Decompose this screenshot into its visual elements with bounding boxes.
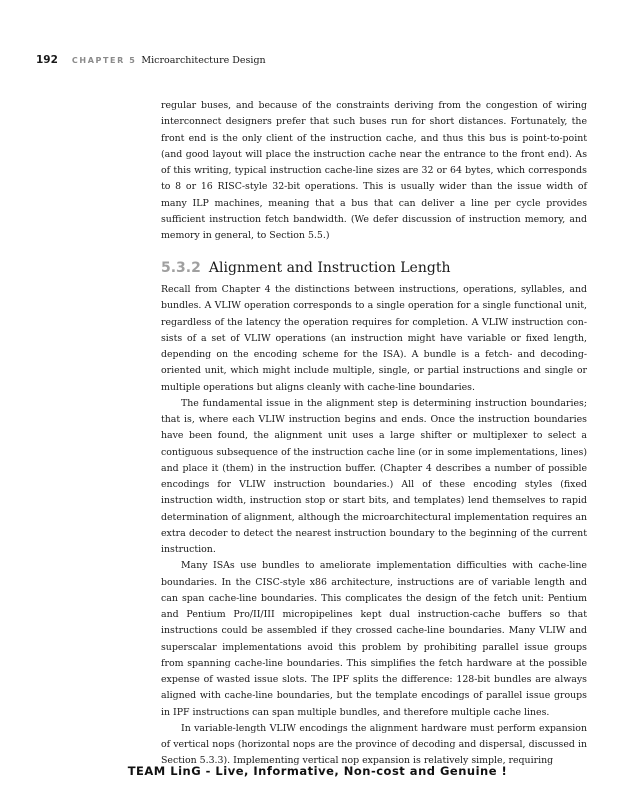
chapter-title: Microarchitecture Design bbox=[141, 55, 266, 66]
intro-paragraph: regular buses, and because of the constraints deriving from the congestion of wiring interconnect designers prefer that such buses run for short distances. Fortunately, the front end is the only client of the instruction cache, and thus this bus is point-to-point (and good layout will place the instruction cache near the entrance to the front end). As of this writing, typical instruction cache-line sizes are 32 or 64 bytes, which corresponds to 8 or 16 RISC-style 32-bit operations. This is usually wider than the issue width of many ILP machines, meaning that a bus that can deliver a line per cycle provides sufficient instruction fetch bandwidth. (We defer discussion of instruction memory, and memory in general, to Section 5.5.) bbox=[161, 100, 587, 241]
footer-watermark: TEAM LinG - Live, Informative, Non-cost and Genuine ! bbox=[127, 764, 508, 778]
paragraph: The fundamental issue in the alignment step is determining instruction boundaries; that is, where each VLIW instruction begins and ends. Once the instruction boundaries have been found, the alignment unit uses a large shifter or multiplexer to select a contiguous subsequence of the instruction cache line (or in some implementations, lines) and place it (them) in the instruction buffer. (Chapter 4 describes a number of possible encodings for VLIW instruction boundaries.) All of these encoding styles (fixed instruction width, instruction stop or start bits, and templates) lend themselves to rapid determination of alignment, although the microarchitectural implementation requires an extra decoder to detect the nearest instruction boundary to the beginning of the current instruction. bbox=[161, 397, 587, 555]
page-number: 192 bbox=[36, 54, 58, 66]
paragraph: Recall from Chapter 4 the distinctions between instructions, operations, syllables, and bundles. A VLIW operation corresponds to a single operation for a single functional unit, regardless of the latency the operation requires for completion. A VLIW instruction consists of a set of VLIW operations (an instruction might have variable or fixed length, depending on the encoding scheme for the ISA). A bundle is a fetch- and decoding-oriented unit, which might include multiple, single, or partial instructions and single or multiple operations but aligns cleanly with cache-line boundaries. bbox=[161, 284, 587, 393]
chapter-label: CHAPTER 5 bbox=[71, 56, 137, 65]
paragraph: In variable-length VLIW encodings the alignment hardware must perform expansion of vertical nops (horizontal nops are the province of decoding and dispersal, discussed in Section 5.3.3). Implementing vertical nop expansion is relatively simple, requiring bbox=[161, 722, 587, 767]
section-body bbox=[161, 282, 587, 770]
paragraph: Many ISAs use bundles to ameliorate implementation difficulties with cache-line boundaries. In the CISC-style x86 architecture, instructions are of variable length and can span cache-line boundaries. This complicates the design of the fetch unit: Pentium and Pentium Pro/II/III micropipelines kept dual instruction-cache buffers so that instructions could be assembled if they crossed cache-line boundaries. Many VLIW and superscalar implementations avoid this problem by prohibiting parallel issue groups from spanning cache-line boundaries. This simplifies the fetch hardware at the possible expense of wasted issue slots. The IPF splits the difference: 128-bit bundles are always aligned with cache-line boundaries, but the template encodings of parallel issue groups in IPF instructions can span multiple bundles, and therefore multiple cache lines. bbox=[161, 560, 587, 718]
section-title: Alignment and Instruction Length bbox=[208, 260, 451, 276]
running-header bbox=[36, 54, 266, 66]
intro-block bbox=[161, 98, 587, 244]
section-heading bbox=[161, 260, 450, 276]
section-number: 5.3.2 bbox=[161, 260, 201, 276]
